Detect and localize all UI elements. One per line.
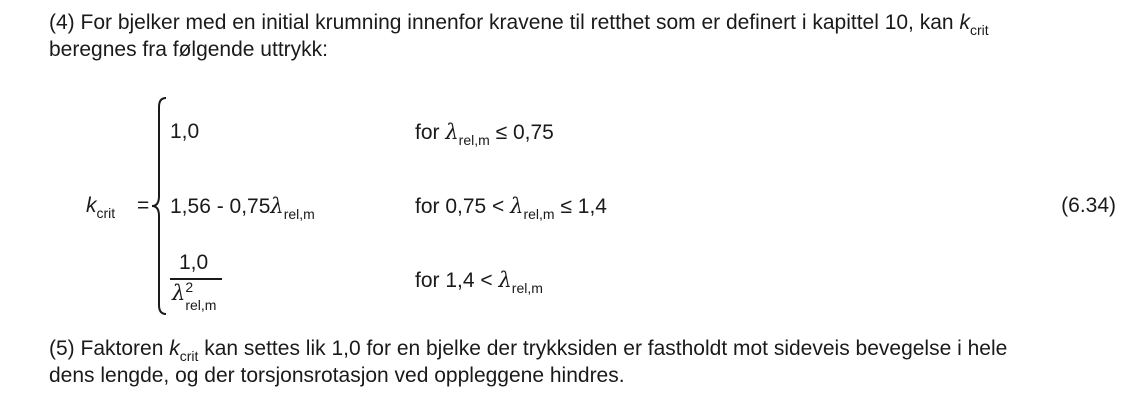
case-3-condition: [415, 267, 543, 295]
case-2-condition: [415, 193, 607, 221]
equals-sign: =: [137, 194, 150, 217]
k-subscript: crit: [969, 22, 989, 38]
lambda-symbol: λ: [172, 281, 186, 305]
case-2-cond-suffix: ≤ 1,4: [554, 195, 607, 218]
lambda-subscript: rel,m: [511, 280, 543, 296]
equation-number: (6.34): [1061, 194, 1116, 217]
lambda-subscript: rel,m: [523, 206, 555, 222]
paragraph-4-line-2: beregnes fra følgende uttrykk:: [49, 38, 328, 61]
k-subscript: crit: [179, 348, 199, 364]
equation-lhs: [86, 193, 115, 220]
paragraph-4: [49, 10, 989, 63]
case-3-cond-prefix: for 1,4 <: [415, 269, 499, 292]
k-symbol: k: [959, 11, 970, 34]
paragraph-4-text: (4) For bjelker med en initial krumning innenfor kravene til retthet som er definert i kapittel 10, kan: [49, 11, 960, 34]
case-1-condition: [415, 119, 554, 147]
case-1-cond-prefix: for: [415, 121, 446, 144]
k-symbol: k: [169, 337, 180, 360]
fraction-numerator: 1,0: [179, 251, 209, 274]
case-2-expression: [170, 193, 315, 221]
lhs-k-subscript: crit: [96, 205, 116, 221]
lambda-symbol: λ: [498, 268, 512, 292]
case-2-cond-prefix: for 0,75 <: [415, 195, 511, 218]
paragraph-4-line-1: [49, 10, 989, 37]
paragraph-5-line-1: [49, 336, 1007, 363]
lambda-superscript: 2: [185, 279, 194, 295]
fraction-denominator: [172, 279, 225, 313]
paragraph-5-text: kan settes lik 1,0 for en bjelke der trykksiden er fastholdt mot sideveis bevegelse i hele: [198, 337, 1008, 360]
lambda-sup-sub: [185, 279, 225, 313]
paragraph-5-line-2: dens lengde, og der torsjonsrotasjon ved oppleggene hindres.: [49, 364, 625, 387]
case-1-cond-suffix: ≤ 0,75: [489, 121, 554, 144]
lhs-k-symbol: k: [86, 194, 97, 217]
paragraph-5: [49, 336, 1007, 389]
case-1-expression: 1,0: [170, 120, 200, 143]
lambda-subscript: rel,m: [458, 132, 490, 148]
lambda-subscript: rel,m: [283, 206, 315, 222]
lambda-symbol: λ: [270, 194, 284, 218]
lambda-symbol: λ: [510, 194, 524, 218]
lambda-subscript: rel,m: [185, 297, 217, 313]
paragraph-5-lead: (5) Faktoren: [49, 337, 170, 360]
lambda-symbol: λ: [445, 120, 459, 144]
case-2-expr-text: 1,56 - 0,75: [170, 195, 271, 218]
